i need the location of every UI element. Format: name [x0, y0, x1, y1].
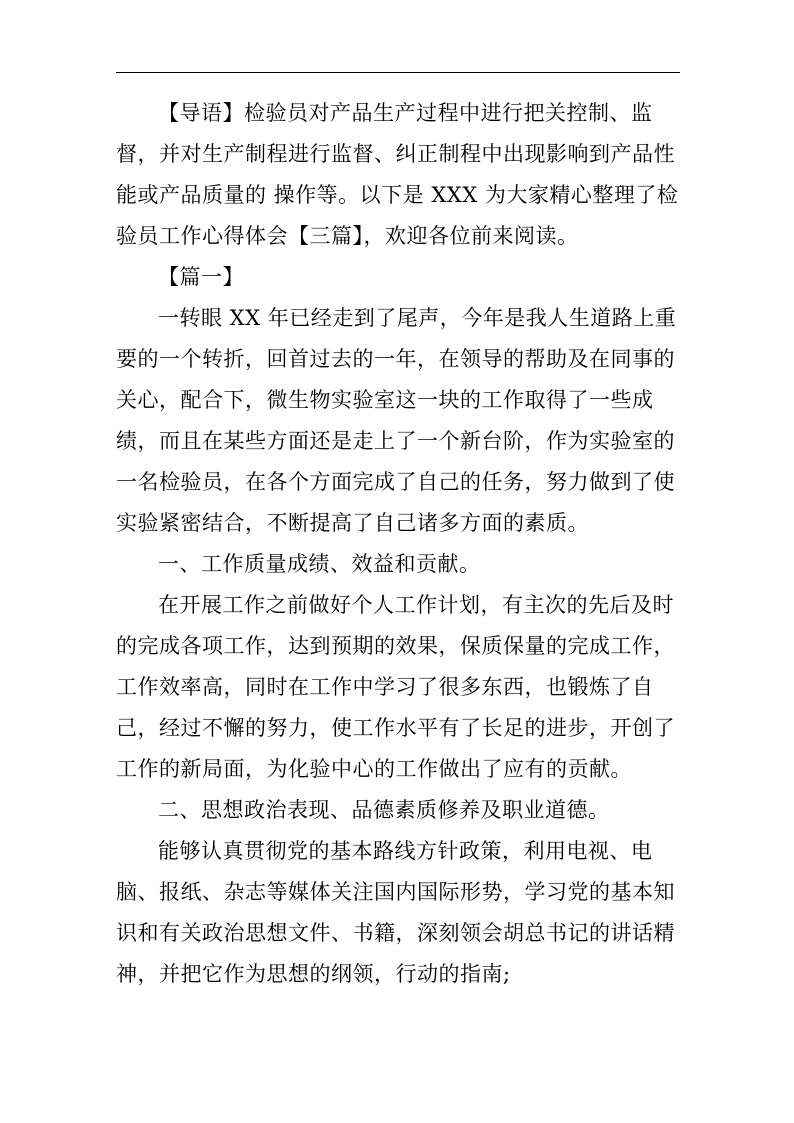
- body-paragraph: 能够认真贯彻党的基本路线方针政策，利用电视、电脑、报纸、杂志等媒体关注国内国际形势，学习党的基本知识和有关政治思想文件、书籍，深刻领会胡总书记的讲话精神，并把它作为思想的纲领，行动的指南;: [116, 839, 675, 986]
- subheading-political-conduct: 二、思想政治表现、品德素质修养及职业道德。: [158, 798, 610, 822]
- subheading-work-quality: 一、工作质量成绩、效益和贡献。: [158, 552, 481, 576]
- body-paragraph: 在开展工作之前做好个人工作计划，有主次的先后及时的完成各项工作，达到预期的效果，保质保量的完成工作，工作效率高，同时在工作中学习了很多东西，也锻炼了自己，经过不懈的努力，使工作水平有了长足的进步，开创了工作的新局面，为化验中心的工作做出了应有的贡献。: [116, 593, 675, 781]
- section-heading-part-one: 【篇一】: [158, 265, 244, 289]
- body-paragraph: 一转眼 XX 年已经走到了尾声，今年是我人生道路上重要的一个转折，回首过去的一年，在领导的帮助及在同事的关心，配合下，微生物实验室这一块的工作取得了一些成绩，而且在某些方面还是走上了一个新台阶，作为实验室的一名检验员，在各个方面完成了自己的任务，努力做到了使实验紧密结合，不断提高了自己诸多方面的素质。: [116, 306, 677, 535]
- header-rule: [116, 72, 680, 73]
- intro-paragraph: 【导语】检验员对产品生产过程中进行把关控制、监督，并对生产制程进行监督、纠正制程中出现影响到产品性能或产品质量的 操作等。以下是 XXX 为大家精心整理了检验员工作心得体会【三篇】，欢迎各位前来阅读。: [116, 101, 679, 248]
- document-body: [116, 93, 684, 995]
